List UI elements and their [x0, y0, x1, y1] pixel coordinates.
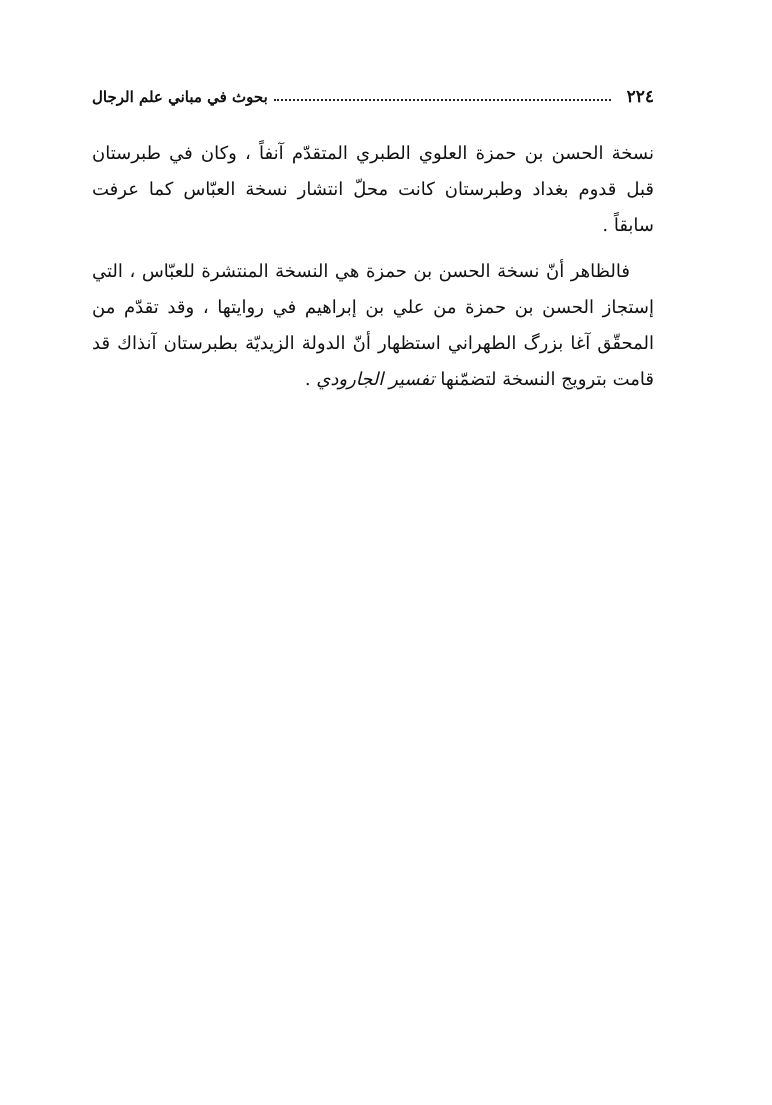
running-title: بحوث في مباني علم الرجال: [92, 88, 268, 106]
dotted-leader: [274, 99, 611, 101]
page-number: ٢٢٤: [626, 87, 654, 107]
paragraph-2: [92, 254, 654, 398]
paragraph-2-text: فالظاهر أنّ نسخة الحسن بن حمزة هي النسخة المنتشرة للعبّاس ، التي إستجاز الحسن بن حمزة من علي بن إبراهيم في روايتها ، وقد تقدّم من المحقّق آغا بزرگ الطهراني استظهار أنّ الدولة الزيديّة بطبرستان آنذاك قد قامت بترويج النسخة لتضمّنها: [92, 261, 654, 390]
body-text: [92, 136, 654, 408]
page-header: [92, 80, 654, 114]
paragraph-1-text: نسخة الحسن بن حمزة العلوي الطبري المتقدّم آنفاً ، وكان في طبرستان قبل قدوم بغداد وطبرستان كانت محلّ انتشار نسخة العبّاس كما عرفت سابقاً .: [92, 143, 654, 236]
paragraph-1: [92, 136, 654, 244]
paragraph-2-end: .: [304, 369, 317, 390]
book-title-italic: تفسير الجارودي: [316, 369, 435, 390]
